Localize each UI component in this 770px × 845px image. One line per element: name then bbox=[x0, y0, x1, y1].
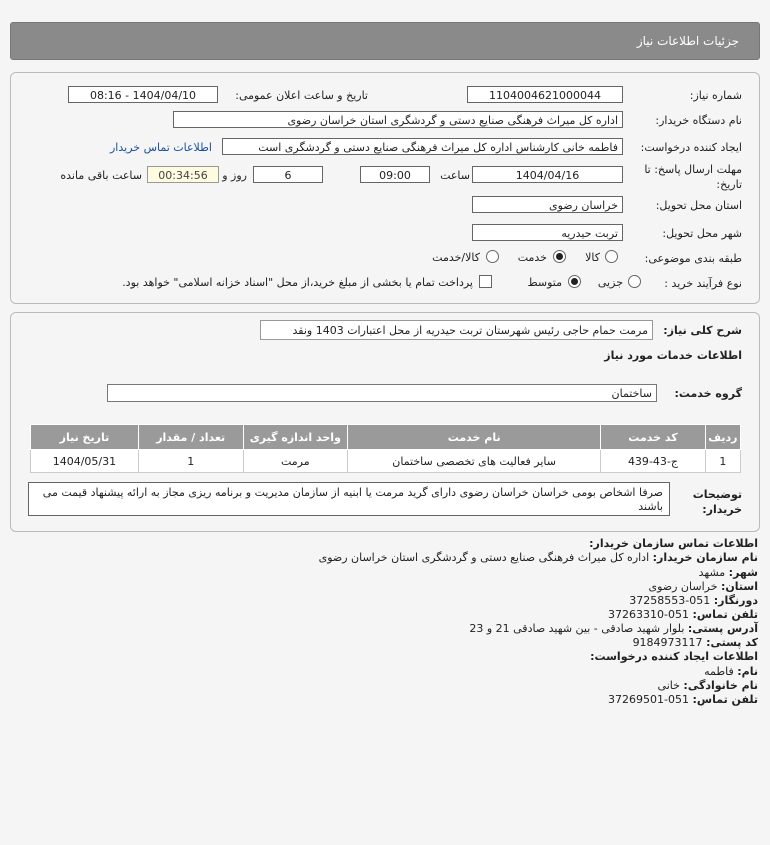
table-header-row bbox=[31, 425, 741, 450]
creator-family-row: نام خانوادگی: خانی bbox=[657, 679, 758, 692]
buyer-province-row: استان: خراسان رضوی bbox=[648, 580, 758, 593]
notes-label: توضیحات bbox=[692, 488, 742, 501]
col-row-header: ردیف bbox=[705, 425, 740, 450]
process-minor-label: جزیی bbox=[597, 276, 623, 289]
treasury-note: پرداخت تمام یا بخشی از مبلغ خرید،از محل "اسناد خزانه اسلامی" خواهد بود. bbox=[122, 276, 473, 289]
creator-label: ایجاد کننده درخواست: bbox=[640, 141, 742, 154]
need-number-label: شماره نیاز: bbox=[689, 89, 742, 102]
remaining-time-field: 00:34:56 bbox=[147, 166, 219, 183]
cell-code: ج-43-439 bbox=[601, 450, 706, 473]
category-goods-service-radio[interactable] bbox=[486, 250, 499, 263]
category-service-label: خدمت bbox=[517, 251, 547, 264]
creator-phone-row: تلفن تماس: 051-37269501 bbox=[608, 693, 758, 706]
treasury-checkbox[interactable] bbox=[479, 275, 492, 288]
notes-label-2: خریدار: bbox=[702, 503, 742, 516]
buyer-org-label: نام دستگاه خریدار: bbox=[655, 114, 742, 127]
need-number-field: 1104004621000044 bbox=[467, 86, 623, 103]
creator-contact-title: اطلاعات ایجاد کننده درخواست: bbox=[590, 650, 758, 663]
days-label: روز و bbox=[222, 169, 247, 182]
deadline-date-field: 1404/04/16 bbox=[472, 166, 623, 183]
col-qty-header: تعداد / مقدار bbox=[138, 425, 243, 450]
deadline-date-label: تاریخ: bbox=[716, 178, 742, 191]
time-label: ساعت bbox=[440, 169, 470, 182]
city-field: تربت حیدریه bbox=[472, 224, 623, 241]
category-service-radio[interactable] bbox=[553, 250, 566, 263]
process-medium-label: متوسط bbox=[527, 276, 562, 289]
remaining-label: ساعت باقی مانده bbox=[60, 169, 142, 182]
cell-row: 1 bbox=[705, 450, 740, 473]
buyer-postal-row: کد پستی: 9184973117 bbox=[632, 636, 758, 649]
need-details-panel bbox=[10, 72, 760, 304]
service-group-label: گروه خدمت: bbox=[674, 387, 742, 400]
col-name-header: نام خدمت bbox=[348, 425, 601, 450]
page-title: جزئیات اطلاعات نیاز bbox=[636, 34, 739, 48]
buyer-contact-link[interactable]: اطلاعات تماس خریدار bbox=[110, 141, 212, 154]
services-table bbox=[30, 424, 741, 473]
summary-field: مرمت حمام حاجی رئیس شهرستان تربت حیدریه از محل اعتبارات 1403 ونقد bbox=[260, 320, 653, 340]
process-minor-radio[interactable] bbox=[628, 275, 641, 288]
category-goods-radio[interactable] bbox=[605, 250, 618, 263]
col-code-header: کد خدمت bbox=[601, 425, 706, 450]
process-label: نوع فرآیند خرید : bbox=[664, 277, 742, 290]
cell-qty: 1 bbox=[138, 450, 243, 473]
services-title: اطلاعات خدمات مورد نیاز bbox=[604, 349, 742, 362]
cell-name: سایر فعالیت های تخصصی ساختمان bbox=[348, 450, 601, 473]
process-medium-radio[interactable] bbox=[568, 275, 581, 288]
announce-label: تاریخ و ساعت اعلان عمومی: bbox=[235, 89, 368, 102]
buyer-address-row: آدرس پستی: بلوار شهید صادقی - بین شهید صادقی 21 و 23 bbox=[469, 622, 758, 635]
buyer-fax-row: دورنگار: 051-37258553 bbox=[629, 594, 758, 607]
creator-name-row: نام: فاطمه bbox=[704, 665, 758, 678]
deadline-time-field: 09:00 bbox=[360, 166, 430, 183]
cell-date: 1404/05/31 bbox=[31, 450, 139, 473]
city-label: شهر محل تحویل: bbox=[662, 227, 742, 240]
summary-label: شرح کلی نیاز: bbox=[663, 324, 742, 337]
buyer-org-row: نام سازمان خریدار: اداره کل میراث فرهنگی صنایع دستی و گردشگری استان خراسان رضوی bbox=[318, 551, 758, 564]
deadline-label: مهلت ارسال پاسخ: تا bbox=[644, 163, 742, 176]
page-header bbox=[10, 22, 760, 60]
buyer-phone-row: تلفن تماس: 051-37263310 bbox=[608, 608, 758, 621]
buyer-city-row: شهر: مشهد bbox=[698, 566, 758, 579]
remaining-days-field: 6 bbox=[253, 166, 323, 183]
notes-field: صرفا اشخاص بومی خراسان خراسان رضوی دارای گرید مرمت یا ابنیه از سازمان مدیریت و برنامه ریزی مجاز به ارائه پیشنهاد قیمت می باشند bbox=[28, 482, 670, 516]
buyer-contact-title: اطلاعات تماس سازمان خریدار: bbox=[589, 537, 758, 550]
buyer-org-field: اداره کل میراث فرهنگی صنایع دستی و گردشگری استان خراسان رضوی bbox=[173, 111, 623, 128]
province-label: استان محل تحویل: bbox=[655, 199, 742, 212]
category-goods-service-label: کالا/خدمت bbox=[432, 251, 480, 264]
table-row bbox=[31, 450, 741, 473]
service-group-field: ساختمان bbox=[107, 384, 657, 402]
announce-datetime-field: 1404/04/10 - 08:16 bbox=[68, 86, 218, 103]
province-field: خراسان رضوی bbox=[472, 196, 623, 213]
category-label: طبقه بندی موضوعی: bbox=[644, 252, 742, 265]
col-unit-header: واحد اندازه گیری bbox=[243, 425, 348, 450]
category-goods-label: کالا bbox=[585, 251, 600, 264]
cell-unit: مرمت bbox=[243, 450, 348, 473]
creator-field: فاطمه خانی کارشناس اداره کل میراث فرهنگی صنایع دستی و گردشگری است bbox=[222, 138, 623, 155]
col-date-header: تاریخ نیاز bbox=[31, 425, 139, 450]
